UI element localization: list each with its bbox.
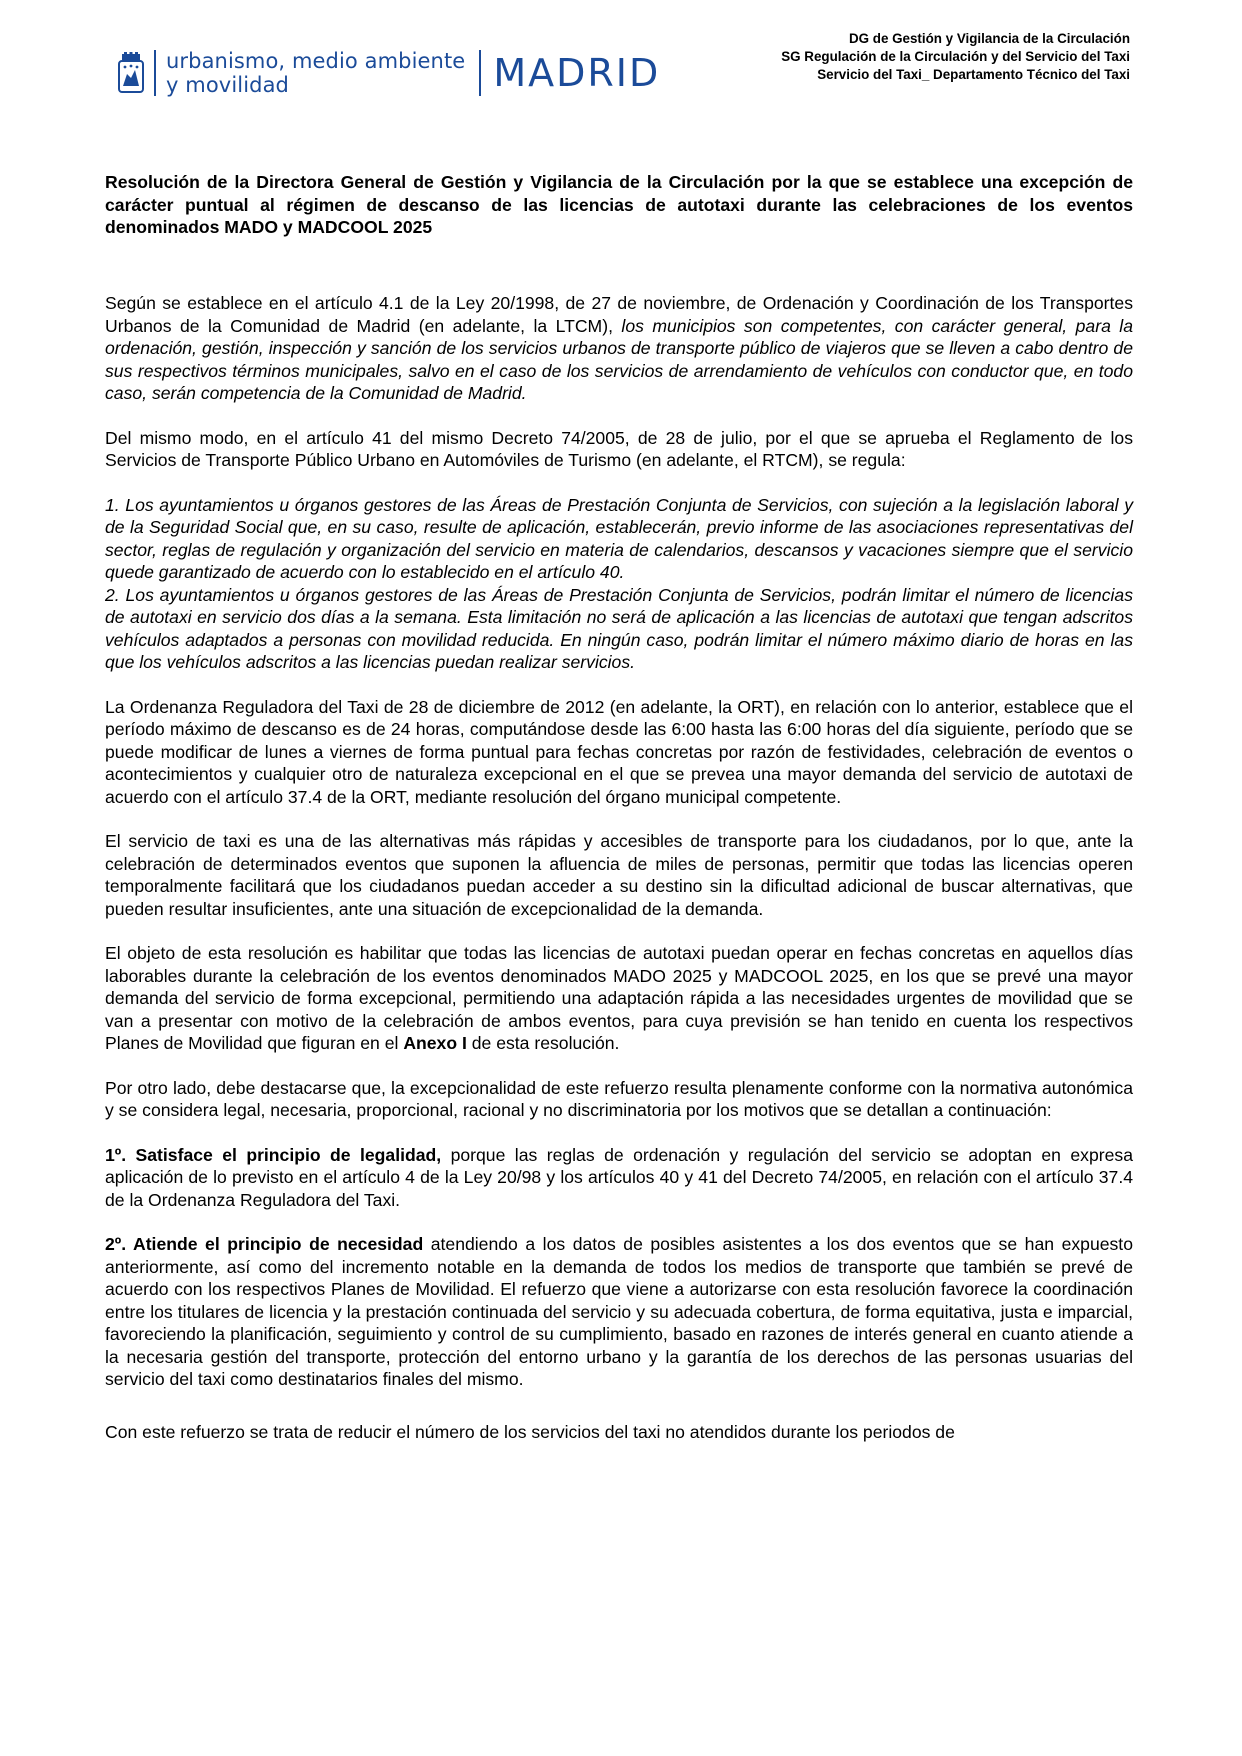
logo-divider — [154, 50, 156, 96]
principle-heading: 1º. Satisface el principio de legalidad, — [105, 1144, 442, 1165]
paragraph: El servicio de taxi es una de las alternativas más rápidas y accesibles de transporte para los ciudadanos, por lo que, ante la celebración de determinados eventos que suponen la afluencia de miles de personas, permitir que todas las licencias operen temporalmente facilitará que los ciudadanos puedan acceder a su destino sin la dificultad adicional de buscar alternativas, que pueden resultar insuficientes, ante una situación de excepcionalidad de la demanda. — [105, 831, 1133, 919]
madrid-logo — [118, 48, 660, 98]
paragraph-text: atendiendo a los datos de posibles asistentes a los dos eventos que se han expuesto anteriormente, así como del incremento notable en la demanda de todos los medios de transporte que también se prevé de acuerdo con los respectivos Planes de Movilidad. El refuerzo que viene a autorizarse con esta resolución favorece la coordinación entre los titulares de licencia y la prestación continuada del servicio y su adecuada cobertura, de forma equitativa, justa e imparcial, favoreciendo la planificación, seguimiento y control de su cumplimiento, basado en razones de interés general en cuanto atiende a la necesaria gestión del transporte, protección del entorno urbano y la garantía de los derechos de las personas usuarias del servicio del taxi como destinatarios finales del mismo. — [105, 1234, 1133, 1389]
paragraph-text: de esta resolución. — [466, 1033, 620, 1053]
paragraph — [105, 942, 1133, 1055]
logo-area-name — [166, 49, 465, 97]
logo-line-1: urbanismo, medio ambiente — [166, 49, 466, 73]
dept-line-1: DG de Gestión y Vigilancia de la Circulación — [848, 31, 1130, 46]
paragraph: Del mismo modo, en el artículo 41 del mismo Decreto 74/2005, de 28 de julio, por el que se aprueba el Reglamento de los Servicios de Transporte Público Urbano en Automóviles de Turismo (en adelante, el RTCM), se regula: — [105, 427, 1133, 470]
document-title: Resolución de la Directora General de Gestión y Vigilancia de la Circulación por la que se establece una excepción de carácter puntual al régimen de descanso de las licencias de autotaxi durante las celebraciones de los eventos denominados MADO y MADCOOL 2025 — [105, 172, 1133, 237]
quoted-article — [105, 494, 1133, 674]
document-body — [105, 292, 1133, 1465]
logo-madrid: MADRID — [493, 51, 661, 95]
paragraph: La Ordenanza Reguladora del Taxi de 28 de diciembre de 2012 (en adelante, la ORT), en relación con lo anterior, establece que el período máximo de descanso es de 24 horas, computándose desde las 6:00 hasta las 6:00 horas del día siguiente, período que se puede modificar de lunes a viernes de forma puntual para fechas concretas por razón de festividades, celebración de eventos o acontecimientos y cualquier otro de naturaleza excepcional en el que se prevea una mayor demanda del servicio de autotaxi de acuerdo con el artículo 37.4 de la ORT, mediante resolución del órgano municipal competente. — [105, 696, 1133, 807]
dept-line-3: Servicio del Taxi_ Departamento Técnico del Taxi — [817, 67, 1130, 82]
paragraph — [105, 292, 1133, 405]
paragraph: Por otro lado, debe destacarse que, la excepcionalidad de este refuerzo resulta plenamente conforme con la normativa autonómica y se considera legal, necesaria, proporcional, racional y no discriminatoria por los motivos que se detallan a continuación: — [105, 1077, 1133, 1120]
principle-heading: 2º. Atiende el principio de necesidad — [105, 1234, 424, 1254]
paragraph-text: Según se establece en el artículo 4.1 de la Ley 20/1998, de 27 de noviembre, de Ordenación y Coordinación de los Transportes Urbanos de la Comunidad de Madrid (en adelante, la LTCM), — [105, 293, 1133, 336]
paragraph: Con este refuerzo se trata de reducir el número de los servicios del taxi no atendidos durante los periodos de — [105, 1421, 955, 1442]
department-header — [781, 30, 1130, 84]
dept-line-2: SG Regulación de la Circulación y del Servicio del Taxi — [781, 49, 1130, 64]
paragraph-text: porque las reglas de ordenación y regulación del servicio se adoptan en expresa aplicación de lo previsto en el artículo 4 de la Ley 20/98 y los artículos 40 y 41 del Decreto 74/2005, en relación con el artículo 37.4 de la Ordenanza Reguladora del Taxi. — [105, 1144, 1133, 1210]
logo-line-2: y movilidad — [166, 73, 289, 97]
quoted-item-2: 2. Los ayuntamientos u órganos gestores de las Áreas de Prestación Conjunta de Servicios, podrán limitar el número de licencias de autotaxi en servicio dos días a la semana. Esta limitación no será de aplicación a las licencias de autotaxi que tengan adscritos vehículos adaptados a personas con movilidad reducida. En ningún caso, podrán limitar el número máximo diario de horas en las que los vehículos adscritos a las licencias puedan realizar servicios. — [105, 584, 1133, 672]
paragraph-text: El objeto de esta resolución es habilitar que todas las licencias de autotaxi puedan operar en fechas concretas en aquellos días laborables durante la celebración de los eventos denominados MADO 2025 y MADCOOL 2025, en los que se prevé una mayor demanda del servicio de forma excepcional, permitiendo una adaptación rápida a las necesidades urgentes de movilidad que se van a presentar con motivo de la celebración de ambos eventos, para cuya previsión se han tenido en cuenta los respectivos Planes de Movilidad que figuran en el — [105, 943, 1133, 1053]
madrid-seal-icon — [118, 52, 144, 94]
paragraph-quote-text: los municipios son competentes, con carácter general, para la ordenación, gestión, inspección y sanción de los servicios urbanos de transporte público de viajeros que se lleven a cabo dentro de sus respectivos términos municipales, salvo en el caso de los servicios de arrendamiento de vehículos con conductor que, en todo caso, serán competencia de la Comunidad de Madrid. — [105, 315, 1133, 403]
logo-divider — [479, 50, 481, 96]
paragraph — [105, 1144, 1133, 1212]
quoted-item-1: 1. Los ayuntamientos u órganos gestores de las Áreas de Prestación Conjunta de Servicios, con sujeción a la legislación laboral y de la Seguridad Social que, en su caso, resulte de aplicación, establecerán, previo informe de las asociaciones representativas del sector, reglas de regulación y organización del servicio en materia de calendarios, descansos y vacaciones siempre que el servicio quede garantizado de acuerdo con lo establecido en el artículo 40. — [105, 494, 1133, 582]
annex-reference: Anexo I — [403, 1033, 467, 1053]
paragraph — [105, 1233, 1133, 1391]
